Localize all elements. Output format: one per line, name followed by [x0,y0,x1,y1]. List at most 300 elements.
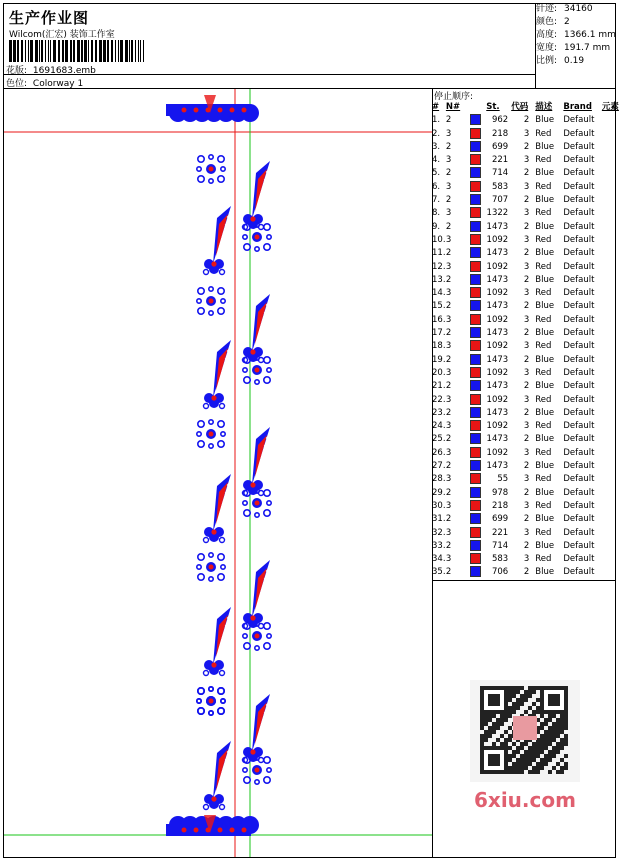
table-row [432,487,620,500]
stitch-count: 1092 [486,394,509,405]
color-swatch [468,154,486,167]
element-cell [602,128,620,141]
table-row [432,234,620,247]
color-swatch-icon [470,407,481,418]
color-description: Red [535,155,552,166]
row-number: 10. [432,234,446,245]
row-number: 24. [432,421,446,432]
color-description: Blue [535,514,555,525]
thread-brand: Default [563,527,595,538]
table-row [432,261,620,274]
element-cell [602,300,620,313]
color-swatch-icon [470,340,481,351]
needle-number: 3 [445,314,452,325]
thread-brand: Default [563,248,595,259]
color-code: 3 [523,474,530,485]
needle-number: 2 [445,514,452,525]
row-number: 6. [432,181,441,192]
row-number: 29. [432,487,446,498]
stat-label: 高度: [536,30,558,40]
needle-number: 3 [445,527,452,538]
color-code: 3 [523,500,530,511]
needle-number: 2 [445,461,452,472]
color-swatch-icon [470,380,481,391]
color-swatch [468,420,486,433]
element-cell [602,261,620,274]
col-header-element: 元素 [601,102,619,112]
design-stats [536,3,616,68]
color-swatch [468,407,486,420]
color-swatch [468,527,486,540]
table-row [432,247,620,260]
color-swatch-icon [470,141,481,152]
color-swatch [468,500,486,513]
thread-brand: Default [563,434,595,445]
embroidery-design-preview [4,89,432,857]
stitch-count: 1473 [486,407,509,418]
color-swatch-icon [470,447,481,458]
col-header-code: 代码 [511,102,529,112]
needle-number: 2 [445,487,452,498]
element-cell [602,367,620,380]
needle-number: 2 [445,381,452,392]
design-file-label: 花版: [6,66,28,76]
row-number: 1. [432,115,441,126]
color-code: 2 [523,381,530,392]
table-row [432,513,620,526]
color-code: 2 [523,274,530,285]
color-code: 2 [523,354,530,365]
stitch-count: 699 [491,141,509,152]
color-swatch [468,394,486,407]
stitch-count: 1092 [486,314,509,325]
color-swatch-icon [470,487,481,498]
design-file-value: 1691683.emb [32,66,96,76]
color-swatch-icon [470,167,481,178]
color-description: Red [535,500,552,511]
element-cell [602,234,620,247]
stat-value: 0.19 [564,56,585,66]
color-swatch-icon [470,114,481,125]
stitch-count: 55 [497,474,509,485]
stitch-count: 699 [491,514,509,525]
color-description: Red [535,234,552,245]
color-swatch [468,128,486,141]
element-cell [602,247,620,260]
table-row [432,340,620,353]
color-code: 3 [523,261,530,272]
color-swatch [468,287,486,300]
row-number: 4. [432,155,441,166]
needle-number: 2 [445,301,452,312]
table-row [432,566,620,579]
stitch-count: 221 [491,155,509,166]
needle-number: 3 [445,261,452,272]
needle-number: 3 [445,128,452,139]
table-row [432,287,620,300]
stitch-count: 1473 [486,354,509,365]
row-number: 20. [432,367,446,378]
needle-number: 3 [445,288,452,299]
row-number: 27. [432,461,446,472]
color-description: Blue [535,567,555,578]
stat-value: 2 [564,17,570,27]
color-code: 3 [523,421,530,432]
color-code: 3 [523,341,530,352]
stitch-count: 978 [491,487,509,498]
color-swatch-icon [470,433,481,444]
color-swatch [468,194,486,207]
color-swatch-icon [470,247,481,258]
table-row [432,128,620,141]
needle-number: 3 [445,500,452,511]
needle-number: 3 [445,394,452,405]
color-description: Red [535,261,552,272]
table-row [432,274,620,287]
needle-number: 3 [445,155,452,166]
row-number: 2. [432,128,441,139]
color-swatch-icon [470,394,481,405]
thread-brand: Default [563,221,595,232]
color-code: 3 [523,367,530,378]
needle-number: 2 [445,407,452,418]
row-number: 25. [432,434,446,445]
thread-brand: Default [563,181,595,192]
stat-row [536,42,616,55]
color-code: 3 [523,314,530,325]
row-number: 12. [432,261,446,272]
needle-number: 2 [445,274,452,285]
color-swatch [468,447,486,460]
row-number: 17. [432,328,446,339]
table-row [432,407,620,420]
color-swatch-icon [470,194,481,205]
element-cell [602,527,620,540]
row-number: 34. [432,554,446,565]
barcode-icon [9,40,144,62]
needle-number: 2 [445,168,452,179]
element-cell [602,394,620,407]
design-file-row [6,63,96,76]
needle-number: 3 [445,208,452,219]
stitch-count: 1092 [486,421,509,432]
table-row [432,194,620,207]
needle-number: 2 [445,328,452,339]
stitch-count: 1473 [486,381,509,392]
color-swatch-icon [470,473,481,484]
color-description: Red [535,341,552,352]
color-description: Red [535,181,552,192]
table-row [432,527,620,540]
stitch-count: 218 [491,500,509,511]
color-swatch-icon [470,420,481,431]
color-code: 2 [523,301,530,312]
needle-number: 2 [445,141,452,152]
color-description: Blue [535,301,555,312]
stat-label: 宽度: [536,43,558,53]
stitch-count: 1092 [486,341,509,352]
color-swatch-icon [470,314,481,325]
element-cell [602,513,620,526]
element-cell [602,181,620,194]
color-swatch-icon [470,527,481,538]
color-swatch [468,340,486,353]
needle-number: 2 [445,195,452,206]
stitch-count: 1092 [486,447,509,458]
element-cell [602,540,620,553]
thread-brand: Default [563,554,595,565]
needle-number: 2 [445,540,452,551]
row-number: 19. [432,354,446,365]
needle-number: 3 [445,181,452,192]
element-cell [602,114,620,127]
row-number: 31. [432,514,446,525]
thread-brand: Default [563,567,595,578]
table-row [432,394,620,407]
element-cell [602,566,620,579]
thread-brand: Default [563,115,595,126]
color-swatch [468,380,486,393]
needle-number: 3 [445,474,452,485]
color-code: 2 [523,567,530,578]
needle-number: 2 [445,434,452,445]
color-swatch [468,261,486,274]
needle-number: 3 [445,447,452,458]
stitch-count: 583 [491,554,509,565]
color-swatch [468,181,486,194]
table-row [432,167,620,180]
watermark-logo: 6xiu.com [474,788,576,812]
thread-brand: Default [563,514,595,525]
thread-brand: Default [563,381,595,392]
color-swatch-icon [470,553,481,564]
color-swatch [468,433,486,446]
color-swatch [468,114,486,127]
element-cell [602,460,620,473]
stitch-count: 1473 [486,301,509,312]
color-description: Blue [535,381,555,392]
color-code: 2 [523,514,530,525]
color-swatch [468,300,486,313]
stat-label: 颜色: [536,17,558,27]
color-description: Red [535,421,552,432]
stitch-count: 1092 [486,234,509,245]
color-swatch-icon [470,460,481,471]
color-swatch-icon [470,354,481,365]
color-swatch-icon [470,207,481,218]
thread-brand: Default [563,288,595,299]
stat-row [536,3,616,16]
color-description: Red [535,288,552,299]
color-description: Blue [535,407,555,418]
color-code: 3 [523,527,530,538]
color-swatch-icon [470,221,481,232]
row-number: 8. [432,208,441,219]
col-header-brand: Brand [563,102,592,112]
color-swatch [468,540,486,553]
stitch-count: 1473 [486,328,509,339]
color-description: Blue [535,195,555,206]
stitch-count: 221 [491,527,509,538]
col-header-description: 描述 [535,102,553,112]
color-code: 2 [523,540,530,551]
color-swatch-icon [470,540,481,551]
thread-brand: Default [563,208,595,219]
table-row [432,207,620,220]
color-description: Red [535,394,552,405]
color-code: 3 [523,128,530,139]
color-code: 3 [523,234,530,245]
color-code: 2 [523,328,530,339]
color-code: 3 [523,155,530,166]
color-code: 3 [523,288,530,299]
thread-brand: Default [563,168,595,179]
color-description: Blue [535,141,555,152]
color-code: 3 [523,554,530,565]
table-row [432,473,620,486]
stitch-count: 1322 [486,208,509,219]
element-cell [602,207,620,220]
stat-label: 针迹: [536,4,558,14]
element-cell [602,221,620,234]
table-row [432,354,620,367]
table-row [432,540,620,553]
color-description: Blue [535,248,555,259]
table-row [432,367,620,380]
col-header-swatch [468,101,486,114]
thread-brand: Default [563,540,595,551]
color-swatch [468,367,486,380]
color-code: 3 [523,447,530,458]
color-description: Red [535,367,552,378]
needle-number: 3 [445,421,452,432]
color-description: Blue [535,461,555,472]
color-swatch-icon [470,261,481,272]
thread-brand: Default [563,407,595,418]
stitch-count: 1092 [486,288,509,299]
element-cell [602,407,620,420]
thread-brand: Default [563,461,595,472]
thread-brand: Default [563,421,595,432]
color-swatch [468,473,486,486]
row-number: 11. [432,248,446,259]
element-cell [602,327,620,340]
row-number: 9. [432,221,441,232]
thread-brand: Default [563,155,595,166]
page-title: 生产作业图 [9,9,90,27]
thread-brand: Default [563,328,595,339]
color-description: Red [535,128,552,139]
thread-brand: Default [563,141,595,152]
stitch-count: 1473 [486,248,509,259]
element-cell [602,194,620,207]
color-swatch [468,221,486,234]
row-number: 14. [432,288,446,299]
needle-number: 2 [445,567,452,578]
table-row [432,300,620,313]
color-code: 2 [523,115,530,126]
color-swatch [468,354,486,367]
row-number: 7. [432,195,441,206]
element-cell [602,287,620,300]
needle-number: 2 [445,115,452,126]
element-cell [602,500,620,513]
color-description: Blue [535,354,555,365]
color-swatch [468,207,486,220]
color-description: Blue [535,328,555,339]
needle-number: 3 [445,554,452,565]
element-cell [602,340,620,353]
color-swatch [468,327,486,340]
element-cell [602,553,620,566]
stitch-count: 706 [491,567,509,578]
element-cell [602,487,620,500]
color-description: Red [535,554,552,565]
color-description: Blue [535,540,555,551]
stop-sequence-table [432,101,620,580]
needle-number: 3 [445,341,452,352]
thread-brand: Default [563,354,595,365]
table-row [432,553,620,566]
stitch-count: 707 [491,195,509,206]
qr-code-icon [470,680,580,782]
table-row [432,447,620,460]
row-number: 26. [432,447,446,458]
row-number: 3. [432,141,441,152]
stat-value: 191.7 mm [564,43,611,53]
row-number: 23. [432,407,446,418]
table-row [432,500,620,513]
element-cell [602,167,620,180]
color-swatch [468,566,486,579]
colorway-value: Colorway 1 [32,79,84,89]
thread-brand: Default [563,394,595,405]
row-number: 33. [432,540,446,551]
element-cell [602,274,620,287]
color-description: Blue [535,434,555,445]
thread-brand: Default [563,234,595,245]
stitch-count: 714 [491,540,509,551]
color-swatch-icon [470,513,481,524]
color-description: Blue [535,168,555,179]
stitch-count: 1473 [486,461,509,472]
thread-brand: Default [563,341,595,352]
color-swatch [468,167,486,180]
table-row [432,114,620,127]
color-code: 2 [523,461,530,472]
color-swatch-icon [470,566,481,577]
color-code: 3 [523,208,530,219]
needle-number: 2 [445,221,452,232]
element-cell [602,447,620,460]
table-row [432,221,620,234]
table-row [432,141,620,154]
color-swatch-icon [470,327,481,338]
color-swatch [468,247,486,260]
stitch-count: 714 [491,168,509,179]
element-cell [602,420,620,433]
color-swatch-icon [470,367,481,378]
color-swatch-icon [470,274,481,285]
color-swatch [468,234,486,247]
color-code: 2 [523,248,530,259]
stitch-count: 1092 [486,261,509,272]
table-bottom-divider [432,580,615,581]
table-row [432,181,620,194]
color-description: Red [535,314,552,325]
element-cell [602,380,620,393]
table-row [432,314,620,327]
